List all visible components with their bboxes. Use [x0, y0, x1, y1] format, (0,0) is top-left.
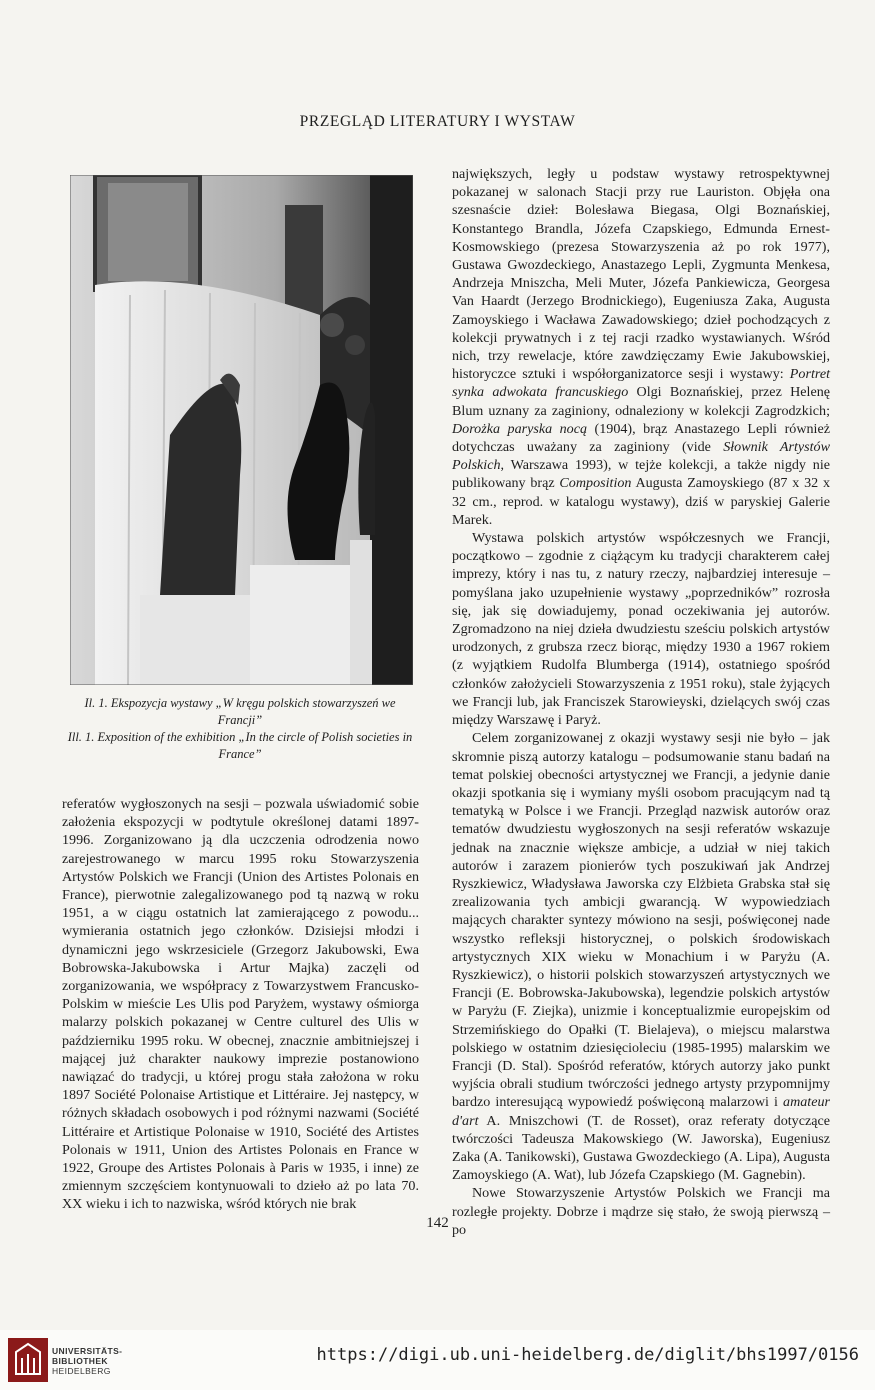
- right-paragraph-3: Celem zorganizowanej z okazji wystawy sesji nie było – jak skromnie piszą autorzy katalogu – podsumowanie stanu badań na temat polskiej obecności artystycznej we Francji, a jedynie danie okazji spotkania się i wymiany myśli osobom pracującym nad tą tematyką w Polsce i we Francji. Przegląd nazwisk autorów oraz tematów dwudziestu wygłoszonych na sesji referatów wskazuje jednak na znacznie większe ambicje, a udział w niej takich autorów i zarazem pionierów tych poszukiwań jak Andrzej Ryszkiewicz, Władysława Jaworska czy Elżbieta Grabska stał się zrealizowania tych ambicji gwarancją. W wypowiedziach mających charakter syntezy mówiono na sesji, poświęconej nade wszystko refleksji historycznej, o polskich środowiskach artystycznych XIX wieku w Monachium i w Paryżu (A. Ryszkiewicz), o historii polskich stowarzyszeń artystycznych we Francji (E. Bobrowska-Jakubowska), legendzie polskich artystów w Paryżu (F. Ziejka), unizmie i konceptualizmie europejskim od Strzemińskiego do Opałki (T. Bielajeva), o miejscu malarstwa polskiego w ostatnim dziesięcioleciu (1985-1995) malarskim we Francji (D. Stal). Spośród referatów, których autorzy jako punkt wyjścia obrali studium twórczości jednego artysty przypomnijmy bardzo interesującą wypowiedź poświęconą malarzowi i amateur d'art A. Mniszchowi (T. de Rosset), oraz referaty dotyczące twórczości Tadeusza Makowskiego (W. Jaworska), Eugeniusz Zaka (A. Tanikowski), Gustawa Gwozdeckiego (A. Lipa), Augusta Zamoyskiego (A. Wat), lub Józefa Czapskiego (M. Gagnebin).: [452, 730, 830, 1184]
- right-paragraph-1: największych, legły u podstaw wystawy retrospektywnej pokazanej w salonach Stacji przy rue Lauriston. Objęła ona szesnaście dzieł: Bolesława Biegasa, Olgi Boznańskiej, Konstantego Brandla, Józefa Czapskiego, Edmunda Ernest-Kosmowskiego (prezesa Stowarzyszenia aż po rok 1977), Gustawa Gwozdeckiego, Anastazego Lepli, Zygmunta Menkesa, Andrzeja Mniszcha, Meli Muter, Józefa Pankiewicza, Georgesa Van Haardt (Jerzego Brodnickiego), Eugeniusza Zaka, Augusta Zamoyskiego i Wacława Zawadowskiego; dzieł pochodzących z kolekcji prywatnych i z tej racji rzadko wystawianych. Wśród nich, trzy rewelacje, które zawdzięczamy Ewie Jakubowskiej, historyczce sztuki i współorganizatorce sesji i wystawy: Portret synka adwokata francuskiego Olgi Boznańskiej, przez Helenę Blum uznany za zaginiony, odnaleziony w kolekcji Zagrodzkich; Dorożka paryska nocą (1904), brąz Anastazego Lepli również dotychczas uważany za zaginiony (vide Słownik Artystów Polskich, Warszawa 1993), w tejże kolekcji, a także nigdy nie publikowany brąz Composition Augusta Zamoyskiego (87 x 32 x 32 cm., reprod. w katalogu wystawy), dziś w paryskiej Galerie Marek.: [452, 166, 830, 528]
- left-column: [62, 795, 419, 1214]
- exhibition-photo: [70, 175, 413, 685]
- right-column: [452, 165, 830, 1239]
- left-paragraph-1: referatów wygłoszonych na sesji – pozwala uświadomić sobie założenia ekspozycji w podtytule określonej datami 1897-1996. Zorganizowano ją dla uczczenia odrodzenia nowo zarejestrowanego w marcu 1995 roku Stowarzyszenia Artystów Polskich we Francji (Union des Artistes Polonais en France), pierwotnie zalegalizowanego pod tą nazwą w roku 1951, a w ciągu ostatnich lat zamierającego z powodu... wymierania ostatnich jego członków. Dzisiejsi młodzi i dynamiczni jego wskrzesiciele (Grzegorz Jakubowski, Ewa Bobrowska-Jakubowska i Artur Majka) zaczęli od zorganizowania, we współpracy z Towarzystwem Francusko-Polskim w mieście Les Ulis pod Paryżem, wystawy ośmiorga malarzy polskich pokazanej w Centre culturel des Ulis w październiku 1995 roku. W obecnej, znacznie ambitniejszej i mającej już charakter naukowy imprezie postanowiono nawiązać do tradycji, u której progu stała założona w roku 1897 Société Polonaise Artistique et Littéraire. Jej następcy, w różnych składach osobowych i pod różnymi nazwami (Société Littéraire et Artistique Polonaise w 1910, Société des Artistes Polonais w 1911, Union des Artistes Polonais en France w 1922, Groupe des Artistes Polonais à Paris w 1935, i inne) ze zmiennym szczęściem kontynuowali to dzieło aż po lata 70. XX wieku i ich to nazwiska, wśród których nie brak: [62, 796, 419, 1213]
- page-number: 142: [426, 1215, 449, 1231]
- library-logo-icon: [8, 1338, 48, 1382]
- right-paragraph-2: Wystawa polskich artystów współczesnych we Francji, początkowo – zgodnie z ciążącym ku tradycji charakterem całej imprezy, który i nas tu, z natury rzeczy, najbardziej interesuje – pomyślana jako uzupełnienie wystawy „poprzedników” rozrosła się, jak się dowiadujemy, ponad oczekiwania jej autorów. Zgromadzono na niej dzieła dwudziestu sześciu polskich artystów urodzonych, z grubsza rzecz biorąc, między 1930 a 1967 rokiem (z wyjątkiem Rudolfa Blumberga (1914), ostatniego spośród członków założycieli Stowarzyszenia z 1951 roku), stale żyjących we Francji lub, jak Franciszek Starowieyski, dzielących swój czas między Warszawę i Paryż.: [452, 530, 830, 729]
- document-url-link[interactable]: https://digi.ub.uni-heidelberg.de/diglit/bhs1997/0156: [316, 1345, 859, 1365]
- caption-polish: Il. 1. Ekspozycja wystawy „W kręgu polskich stowarzyszeń we Francji”: [84, 696, 396, 727]
- right-paragraph-4: Nowe Stowarzyszenie Artystów Polskich we Francji ma rozległe projekty. Dobrze i mądrze się stało, że swoją pierwszą – po: [452, 1185, 830, 1238]
- viewer-footer: [0, 1330, 875, 1390]
- caption-english: Ill. 1. Exposition of the exhibition „In the circle of Polish societies in France”: [67, 730, 413, 761]
- library-name: UNIVERSITÄTS- BIBLIOTHEK HEIDELBERG: [52, 1346, 123, 1376]
- figure-caption: [62, 695, 418, 763]
- running-header: PRZEGLĄD LITERATURY I WYSTAW: [299, 113, 576, 130]
